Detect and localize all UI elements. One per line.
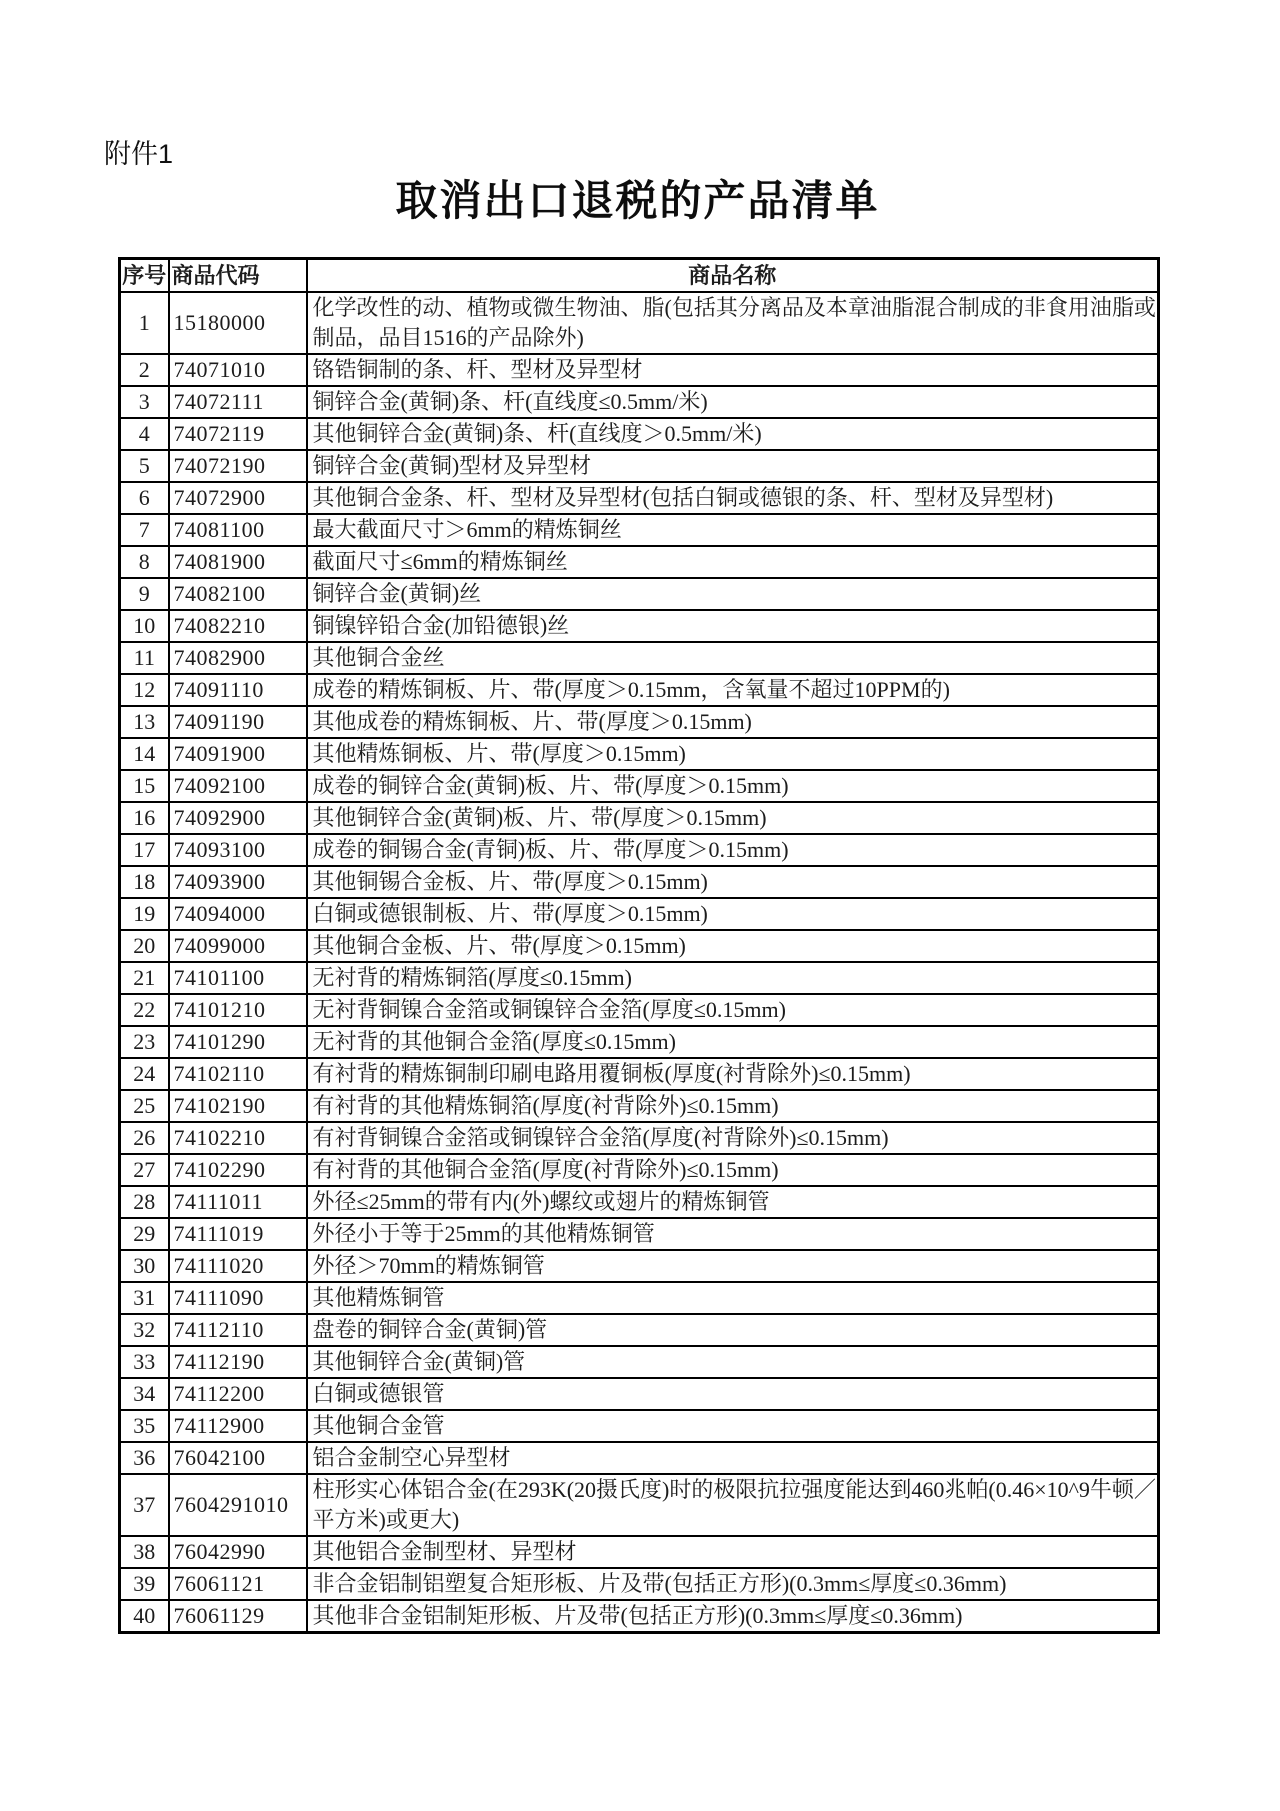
header-row	[120, 259, 1159, 293]
row-code-cell: 76042100	[169, 1442, 307, 1474]
table-row	[120, 1218, 1159, 1250]
row-index-cell: 20	[120, 930, 169, 962]
row-name-text: 有衬背铜镍合金箔或铜镍锌合金箔(厚度(衬背除外)≤0.15mm)	[312, 1125, 889, 1150]
table-row	[120, 706, 1159, 738]
table-row	[120, 1154, 1159, 1186]
page-title: 取消出口退税的产品清单	[395, 179, 880, 225]
row-code-cell: 74082100	[169, 578, 307, 610]
row-name-text: 其他精炼铜管	[312, 1285, 445, 1310]
row-name-cell	[307, 578, 1159, 610]
table-row	[120, 642, 1159, 674]
table-row	[120, 834, 1159, 866]
table-row	[120, 962, 1159, 994]
row-code-cell: 74101210	[169, 994, 307, 1026]
row-code-cell: 74072900	[169, 482, 307, 514]
row-name-text: 其他精炼铜板、片、带(厚度＞0.15mm)	[312, 741, 686, 766]
table-row	[120, 450, 1159, 482]
row-name-text: 其他铜锌合金(黄铜)板、片、带(厚度＞0.15mm)	[312, 805, 767, 830]
table-row	[120, 610, 1159, 642]
row-name-cell	[307, 1154, 1159, 1186]
row-code-cell: 74092100	[169, 770, 307, 802]
row-index-cell: 18	[120, 866, 169, 898]
row-code-cell: 74111020	[169, 1250, 307, 1282]
product-table	[118, 257, 1160, 1634]
row-code-cell: 74072111	[169, 386, 307, 418]
row-code-cell: 74091110	[169, 674, 307, 706]
table-row	[120, 866, 1159, 898]
row-index-cell: 27	[120, 1154, 169, 1186]
row-name-text: 外径≤25mm的带有内(外)螺纹或翅片的精炼铜管	[312, 1189, 770, 1214]
table-row	[120, 546, 1159, 578]
row-name-text: 有衬背的其他精炼铜箔(厚度(衬背除外)≤0.15mm)	[312, 1093, 779, 1118]
row-code-cell: 74091190	[169, 706, 307, 738]
row-code-cell: 76061121	[169, 1568, 307, 1600]
row-name-cell	[307, 1474, 1159, 1536]
row-name-cell	[307, 642, 1159, 674]
row-name-cell	[307, 866, 1159, 898]
row-name-cell	[307, 1536, 1159, 1568]
table-row	[120, 1442, 1159, 1474]
row-index-cell: 26	[120, 1122, 169, 1154]
row-name-text: 其他铜合金丝	[312, 645, 445, 670]
row-name-cell	[307, 418, 1159, 450]
row-name-cell	[307, 706, 1159, 738]
row-code-cell: 74071010	[169, 354, 307, 386]
row-code-cell: 74094000	[169, 898, 307, 930]
table-row	[120, 292, 1159, 354]
row-code-cell: 74111011	[169, 1186, 307, 1218]
table-row	[120, 1250, 1159, 1282]
table-row	[120, 1536, 1159, 1568]
row-code-cell: 74101290	[169, 1026, 307, 1058]
column-header-name: 商品名称	[307, 259, 1159, 293]
row-name-cell	[307, 1282, 1159, 1314]
table-row	[120, 1026, 1159, 1058]
row-code-cell: 74093100	[169, 834, 307, 866]
row-name-text: 铬锆铜制的条、杆、型材及异型材	[312, 357, 643, 382]
row-index-cell: 21	[120, 962, 169, 994]
row-name-text: 其他铜锌合金(黄铜)管	[312, 1349, 526, 1374]
row-code-cell: 74093900	[169, 866, 307, 898]
table-row	[120, 1122, 1159, 1154]
table-row	[120, 1346, 1159, 1378]
row-index-cell: 35	[120, 1410, 169, 1442]
row-name-text: 盘卷的铜锌合金(黄铜)管	[312, 1317, 548, 1342]
table-row	[120, 482, 1159, 514]
row-code-cell: 74082210	[169, 610, 307, 642]
row-index-cell: 33	[120, 1346, 169, 1378]
row-name-text: 其他铜锡合金板、片、带(厚度＞0.15mm)	[312, 869, 708, 894]
row-name-text: 截面尺寸≤6mm的精炼铜丝	[312, 549, 568, 574]
row-name-text: 成卷的铜锌合金(黄铜)板、片、带(厚度＞0.15mm)	[312, 773, 789, 798]
row-code-cell: 74081100	[169, 514, 307, 546]
row-code-cell: 74081900	[169, 546, 307, 578]
row-index-cell: 30	[120, 1250, 169, 1282]
row-index-cell: 1	[120, 292, 169, 354]
row-name-cell	[307, 450, 1159, 482]
column-header-code: 商品代码	[169, 259, 307, 293]
row-code-cell: 74072190	[169, 450, 307, 482]
row-code-cell: 74101100	[169, 962, 307, 994]
row-index-cell: 13	[120, 706, 169, 738]
row-code-cell: 74072119	[169, 418, 307, 450]
row-index-cell: 39	[120, 1568, 169, 1600]
table-row	[120, 1186, 1159, 1218]
row-name-text: 外径＞70mm的精炼铜管	[312, 1253, 545, 1278]
row-code-cell: 74112110	[169, 1314, 307, 1346]
row-name-cell	[307, 1218, 1159, 1250]
row-index-cell: 14	[120, 738, 169, 770]
row-index-cell: 32	[120, 1314, 169, 1346]
row-code-cell: 74102110	[169, 1058, 307, 1090]
table-row	[120, 1474, 1159, 1536]
row-index-cell: 40	[120, 1600, 169, 1633]
table-row	[120, 898, 1159, 930]
table-row	[120, 1314, 1159, 1346]
row-code-cell: 74102190	[169, 1090, 307, 1122]
row-name-cell	[307, 354, 1159, 386]
product-table-body	[120, 292, 1159, 1633]
row-name-cell	[307, 898, 1159, 930]
table-row	[120, 1600, 1159, 1633]
row-name-text: 最大截面尺寸＞6mm的精炼铜丝	[312, 517, 622, 542]
row-index-cell: 3	[120, 386, 169, 418]
row-index-cell: 5	[120, 450, 169, 482]
table-row	[120, 802, 1159, 834]
row-index-cell: 11	[120, 642, 169, 674]
row-name-text: 外径小于等于25mm的其他精炼铜管	[312, 1221, 655, 1246]
row-name-cell	[307, 1250, 1159, 1282]
row-name-cell	[307, 1026, 1159, 1058]
row-name-text: 化学改性的动、植物或微生物油、脂(包括其分离品及本章油脂混合制成的非食用油脂或制品，品目1516的产品除外)	[312, 295, 1156, 350]
row-name-text: 其他铜锌合金(黄铜)条、杆(直线度＞0.5mm/米)	[312, 421, 762, 446]
table-row	[120, 930, 1159, 962]
row-name-text: 其他成卷的精炼铜板、片、带(厚度＞0.15mm)	[312, 709, 752, 734]
row-code-cell: 74102290	[169, 1154, 307, 1186]
table-row	[120, 1058, 1159, 1090]
row-name-text: 铜镍锌铅合金(加铅德银)丝	[312, 613, 570, 638]
row-name-text: 其他铝合金制型材、异型材	[312, 1539, 577, 1564]
row-name-cell	[307, 770, 1159, 802]
row-name-cell	[307, 834, 1159, 866]
row-code-cell: 74111019	[169, 1218, 307, 1250]
row-code-cell: 7604291010	[169, 1474, 307, 1536]
row-name-cell	[307, 292, 1159, 354]
row-code-cell: 74102210	[169, 1122, 307, 1154]
row-code-cell: 74112900	[169, 1410, 307, 1442]
row-code-cell: 74091900	[169, 738, 307, 770]
attachment-label: 附件1	[104, 139, 174, 169]
row-code-cell: 74111090	[169, 1282, 307, 1314]
row-code-cell: 74099000	[169, 930, 307, 962]
row-name-text: 铜锌合金(黄铜)丝	[312, 581, 482, 606]
row-name-text: 其他铜合金板、片、带(厚度＞0.15mm)	[312, 933, 686, 958]
row-name-cell	[307, 1186, 1159, 1218]
row-name-text: 柱形实心体铝合金(在293K(20摄氏度)时的极限抗拉强度能达到460兆帕(0.46×10^9牛顿／平方米)或更大)	[312, 1477, 1156, 1532]
row-name-text: 白铜或德银管	[312, 1381, 445, 1406]
row-name-cell	[307, 1346, 1159, 1378]
row-name-cell	[307, 962, 1159, 994]
row-index-cell: 9	[120, 578, 169, 610]
row-name-text: 白铜或德银制板、片、带(厚度＞0.15mm)	[312, 901, 708, 926]
row-name-text: 有衬背的精炼铜制印刷电路用覆铜板(厚度(衬背除外)≤0.15mm)	[312, 1061, 911, 1086]
row-index-cell: 16	[120, 802, 169, 834]
row-code-cell: 15180000	[169, 292, 307, 354]
row-name-text: 无衬背的精炼铜箔(厚度≤0.15mm)	[312, 965, 632, 990]
row-name-text: 铝合金制空心异型材	[312, 1445, 511, 1470]
row-index-cell: 25	[120, 1090, 169, 1122]
row-name-cell	[307, 482, 1159, 514]
table-row	[120, 514, 1159, 546]
row-name-cell	[307, 674, 1159, 706]
row-index-cell: 22	[120, 994, 169, 1026]
row-index-cell: 17	[120, 834, 169, 866]
row-name-text: 铜锌合金(黄铜)型材及异型材	[312, 453, 592, 478]
row-name-cell	[307, 1600, 1159, 1633]
row-code-cell: 76061129	[169, 1600, 307, 1633]
row-index-cell: 8	[120, 546, 169, 578]
row-name-text: 其他铜合金条、杆、型材及异型材(包括白铜或德银的条、杆、型材及异型材)	[312, 485, 1054, 510]
row-name-cell	[307, 1378, 1159, 1410]
row-name-text: 有衬背的其他铜合金箔(厚度(衬背除外)≤0.15mm)	[312, 1157, 779, 1182]
table-row	[120, 738, 1159, 770]
row-code-cell: 74082900	[169, 642, 307, 674]
table-row	[120, 1378, 1159, 1410]
column-header-index: 序号	[120, 259, 169, 293]
row-index-cell: 34	[120, 1378, 169, 1410]
row-name-cell	[307, 514, 1159, 546]
row-name-cell	[307, 610, 1159, 642]
row-index-cell: 37	[120, 1474, 169, 1536]
row-index-cell: 15	[120, 770, 169, 802]
row-name-cell	[307, 386, 1159, 418]
row-name-cell	[307, 1314, 1159, 1346]
row-name-cell	[307, 546, 1159, 578]
table-row	[120, 994, 1159, 1026]
row-name-cell	[307, 1090, 1159, 1122]
row-name-cell	[307, 802, 1159, 834]
row-name-text: 非合金铝制铝塑复合矩形板、片及带(包括正方形)(0.3mm≤厚度≤0.36mm)	[312, 1571, 1007, 1596]
row-code-cell: 74112190	[169, 1346, 307, 1378]
row-index-cell: 36	[120, 1442, 169, 1474]
row-index-cell: 4	[120, 418, 169, 450]
row-name-cell	[307, 1122, 1159, 1154]
row-index-cell: 31	[120, 1282, 169, 1314]
table-row	[120, 354, 1159, 386]
table-row	[120, 1282, 1159, 1314]
table-row	[120, 770, 1159, 802]
row-index-cell: 24	[120, 1058, 169, 1090]
table-row	[120, 386, 1159, 418]
row-name-text: 成卷的铜锡合金(青铜)板、片、带(厚度＞0.15mm)	[312, 837, 789, 862]
row-name-cell	[307, 1058, 1159, 1090]
row-name-cell	[307, 994, 1159, 1026]
row-name-cell	[307, 738, 1159, 770]
row-name-text: 铜锌合金(黄铜)条、杆(直线度≤0.5mm/米)	[312, 389, 708, 414]
row-name-cell	[307, 1568, 1159, 1600]
row-index-cell: 38	[120, 1536, 169, 1568]
row-name-text: 无衬背铜镍合金箔或铜镍锌合金箔(厚度≤0.15mm)	[312, 997, 786, 1022]
row-code-cell: 76042990	[169, 1536, 307, 1568]
table-row	[120, 578, 1159, 610]
row-name-text: 成卷的精炼铜板、片、带(厚度＞0.15mm，含氧量不超过10PPM的)	[312, 677, 950, 702]
row-index-cell: 28	[120, 1186, 169, 1218]
row-name-text: 其他非合金铝制矩形板、片及带(包括正方形)(0.3mm≤厚度≤0.36mm)	[312, 1603, 963, 1628]
row-index-cell: 7	[120, 514, 169, 546]
row-index-cell: 19	[120, 898, 169, 930]
table-row	[120, 418, 1159, 450]
table-row	[120, 674, 1159, 706]
row-name-text: 其他铜合金管	[312, 1413, 445, 1438]
table-row	[120, 1410, 1159, 1442]
row-code-cell: 74092900	[169, 802, 307, 834]
row-index-cell: 12	[120, 674, 169, 706]
table-row	[120, 1568, 1159, 1600]
row-name-cell	[307, 1442, 1159, 1474]
row-index-cell: 2	[120, 354, 169, 386]
row-index-cell: 29	[120, 1218, 169, 1250]
row-index-cell: 10	[120, 610, 169, 642]
row-name-cell	[307, 930, 1159, 962]
row-index-cell: 6	[120, 482, 169, 514]
row-index-cell: 23	[120, 1026, 169, 1058]
row-code-cell: 74112200	[169, 1378, 307, 1410]
product-table-header	[120, 259, 1159, 293]
table-row	[120, 1090, 1159, 1122]
row-name-cell	[307, 1410, 1159, 1442]
row-name-text: 无衬背的其他铜合金箔(厚度≤0.15mm)	[312, 1029, 676, 1054]
